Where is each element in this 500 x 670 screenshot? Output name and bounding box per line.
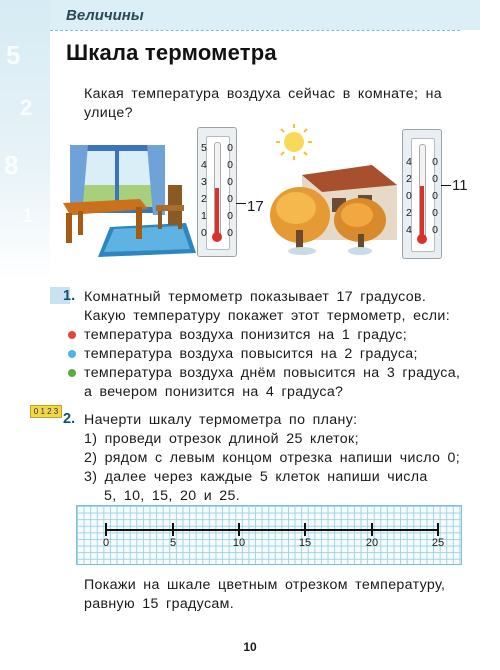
thermometer-scale-line (105, 529, 438, 531)
closing-text: Покажи на шкале цветным отрезком температуру, (84, 577, 446, 593)
task1-item: температура воздуха понизится на 1 градус; (84, 327, 408, 343)
indoor-scale-zero: 0 (227, 193, 233, 205)
decorative-margin-band (0, 0, 50, 280)
indoor-reading: 17 (247, 198, 264, 215)
grid-paper (76, 505, 462, 565)
indoor-scale-zero: 0 (227, 159, 233, 171)
indoor-scale-zero: 0 (227, 210, 233, 222)
sun-icon (284, 132, 304, 152)
scale-tick-label: 15 (298, 537, 312, 549)
task2-intro: Начерти шкалу термометра по плану: (84, 412, 358, 428)
outdoor-reading-pointer (441, 185, 451, 186)
indoor-scale-row (201, 174, 233, 191)
indoor-thermometer (197, 127, 237, 257)
indoor-scale-label: 0 (201, 227, 207, 239)
indoor-scale-zero: 0 (227, 227, 233, 239)
indoor-scale-label: 3 (201, 176, 207, 188)
scale-tick-label: 5 (169, 537, 177, 549)
task1-intro: Комнатный термометр показывает 17 градусов. (84, 289, 427, 305)
indoor-scale-row (201, 157, 233, 174)
question-text: Какая температура воздуха сейчас в комнате; на улице? (84, 86, 443, 121)
scale-tick (172, 523, 174, 536)
page-title: Шкала термометра (66, 40, 277, 65)
task1-item: температура воздуха днём повысится на 3 градуса, (84, 365, 461, 381)
scale-tick-label: 20 (365, 537, 379, 549)
outdoor-scale-label: 4 (406, 224, 412, 236)
green-dot-icon (68, 369, 76, 377)
scale-tick-label: 10 (232, 537, 246, 549)
scale-tick (238, 523, 240, 536)
outdoor-scale-zero: 0 (432, 224, 438, 236)
task1-number: 1. (63, 288, 76, 304)
decorative-digit: 5 (6, 40, 21, 70)
outdoor-scale-row (406, 222, 438, 239)
outdoor-reading: 11 (452, 177, 468, 194)
indoor-scale-label: 5 (201, 142, 207, 154)
difficulty-tag: 0 1 2 3 (30, 405, 62, 418)
indoor-reading-pointer (236, 203, 246, 204)
section-label: Величины (66, 7, 144, 24)
header-divider (50, 30, 460, 31)
page-number: 10 (243, 640, 257, 654)
indoor-scale-label: 2 (201, 193, 207, 205)
indoor-scale-label: 4 (201, 159, 207, 171)
indoor-scale-row (201, 208, 233, 225)
outdoor-scale-zero: 0 (432, 207, 438, 219)
decorative-digit: 8 (4, 150, 19, 180)
outdoor-scale-label: 2 (406, 173, 412, 185)
task2-step: 1) проведи отрезок длиной 25 клеток; (84, 431, 359, 447)
indoor-scale-row (201, 225, 233, 242)
task2-step-continuation: 5, 10, 15, 20 и 25. (104, 488, 241, 504)
outdoor-scale-zero: 0 (432, 173, 438, 185)
indoor-scale-zero: 0 (227, 176, 233, 188)
task2-step: 3) далее через каждые 5 клеток напиши числа (84, 469, 428, 485)
decorative-digit: 1 (22, 205, 34, 227)
outdoor-scale-row (406, 171, 438, 188)
outdoor-scale-label: 2 (406, 207, 412, 219)
outdoor-scale-zero: 0 (432, 156, 438, 168)
scale-tick-label: 25 (431, 537, 445, 549)
task1-item-continuation: а вечером понизится на 4 градуса? (84, 384, 344, 400)
blue-dot-icon (68, 350, 76, 358)
task1-intro-2: Какую температуру покажет этот термометр, если: (84, 308, 450, 324)
indoor-scale-zero: 0 (227, 142, 233, 154)
task2-step: 2) рядом с левым концом отрезка напиши число 0; (84, 450, 461, 466)
scale-tick (437, 523, 439, 536)
scale-tick (371, 523, 373, 536)
outdoor-scale-row (406, 205, 438, 222)
street-illustration (262, 120, 412, 255)
indoor-scale-label: 1 (201, 210, 207, 222)
outdoor-scale-label: 0 (406, 190, 412, 202)
scale-tick (105, 523, 107, 536)
outdoor-scale-row (406, 188, 438, 205)
task2-number: 2. (63, 411, 76, 427)
red-dot-icon (68, 331, 76, 339)
outdoor-scale-row (406, 154, 438, 171)
task1-item: температура воздуха повысится на 2 градуса; (84, 346, 418, 362)
scale-tick-label: 0 (102, 537, 110, 549)
decorative-digit: 2 (20, 95, 33, 120)
closing-text-2: равную 15 градусам. (84, 596, 235, 612)
outdoor-scale-zero: 0 (432, 190, 438, 202)
scale-tick (304, 523, 306, 536)
indoor-scale-row (201, 191, 233, 208)
outdoor-scale-label: 4 (406, 156, 412, 168)
indoor-scale-row (201, 140, 233, 157)
outdoor-thermometer (402, 129, 442, 259)
indoor-scale (201, 140, 233, 242)
outdoor-scale (406, 154, 438, 239)
